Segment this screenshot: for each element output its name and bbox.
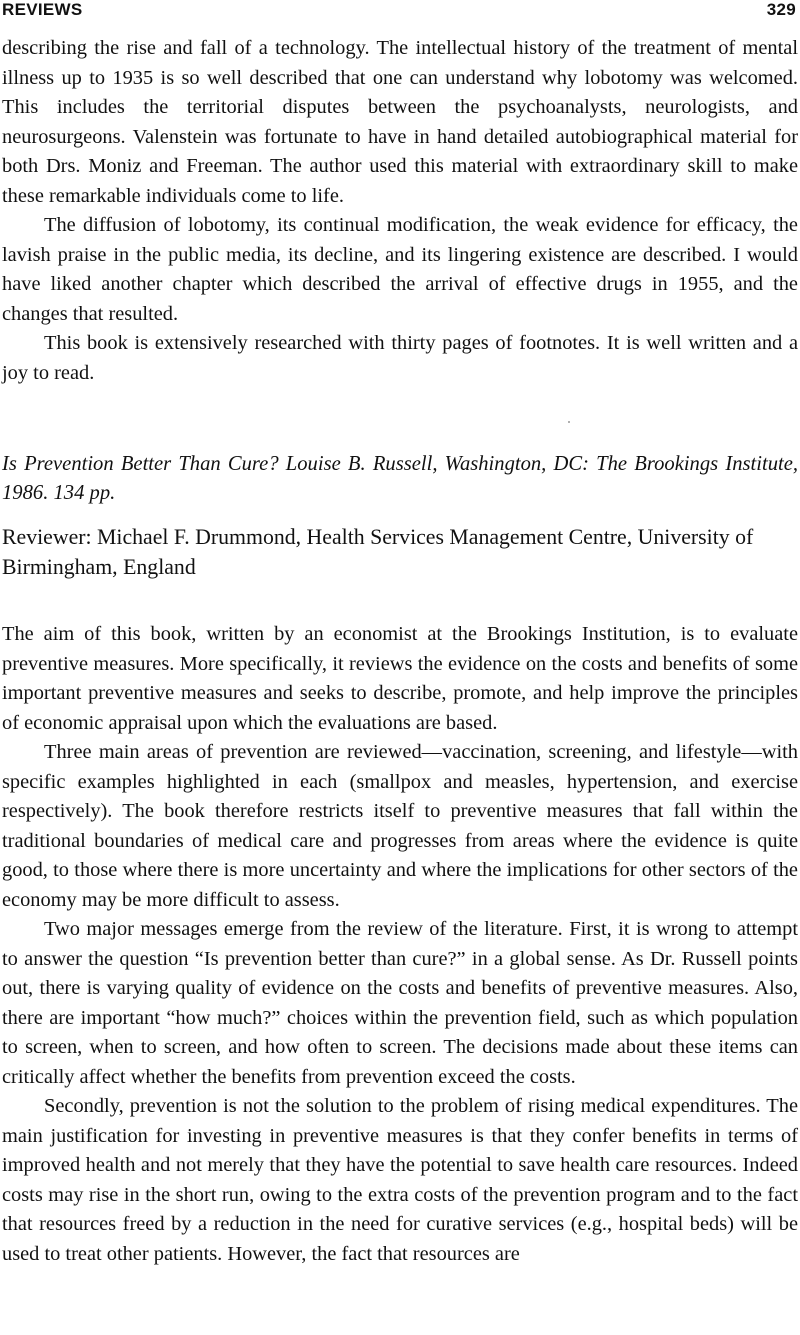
paragraph: This book is extensively researched with thirty pages of footnotes. It is well written and a joy to read. <box>2 332 798 384</box>
section-spacer <box>2 582 798 620</box>
review-book-title: Is Prevention Better Than Cure? Louise B. Russell, Washington, DC: The Brookings Institute, 1986. 134 pp. <box>2 453 798 504</box>
paragraph: Secondly, prevention is not the solution to the problem of rising medical expenditures. The main justification for investing in preventive measures is that they confer benefits in terms of improved health and not merely that they have the potential to save health care resources. Indeed costs may rise in the short run, owing to the extra costs of the prevention program and to the fact that resources freed by a reduction in the need for curative services (e.g., hospital beds) will be used to treat other patients. However, the fact that resources are <box>2 1095 798 1265</box>
previous-review-continuation <box>2 34 798 388</box>
page-number: 329 <box>766 0 796 19</box>
page-body <box>2 34 798 1269</box>
section-spacer <box>2 388 798 450</box>
paragraph: Three main areas of prevention are reviewed—vaccination, screening, and lifestyle—with specific examples highlighted in each (smallpox and measles, hypertension, and exercise respectively). The book therefore restricts itself to preventive measures that fall within the traditional boundaries of medical care and progresses from areas where the evidence is quite good, to those where there is more uncertainty and where the implications for other sectors of the economy may be more difficult to assess. <box>2 741 798 911</box>
paragraph: The aim of this book, written by an economist at the Brookings Institution, is to evaluate preventive measures. More specifically, it reviews the evidence on the costs and benefits of some important preventive measures and seeks to describe, promote, and help improve the principles of economic appraisal upon which the evaluations are based. <box>2 623 798 734</box>
paragraph: describing the rise and fall of a technology. The intellectual history of the treatment of mental illness up to 1935 is so well described that one can understand why lobotomy was welcomed. This includes the territorial disputes between the psychoanalysts, neurologists, and neurosurgeons. Valenstein was fortunate to have in hand detailed autobiographical material for both Drs. Moniz and Freeman. The author used this material with extraordinary skill to make these remarkable individuals come to life. <box>2 37 798 207</box>
book-review <box>2 450 798 1269</box>
paragraph: The diffusion of lobotomy, its continual modification, the weak evidence for efficacy, the lavish praise in the public media, its decline, and its lingering existence are described. I would have liked another chapter which described the arrival of effective drugs in 1955, and the changes that resulted. <box>2 214 798 325</box>
paragraph: Two major messages emerge from the review of the literature. First, it is wrong to attempt to answer the question “Is prevention better than cure?” in a global sense. As Dr. Russell points out, there is varying quality of evidence on the costs and benefits of preventive measures. Also, there are important “how much?” choices within the prevention field, such as which population to screen, when to screen, and how often to screen. The decisions made about these items can critically affect whether the benefits from prevention exceed the costs. <box>2 918 798 1088</box>
running-head <box>2 0 796 24</box>
reviewer-byline: Reviewer: Michael F. Drummond, Health Services Management Centre, University of Birmingham, England <box>2 525 754 579</box>
section-title: REVIEWS <box>2 0 83 19</box>
